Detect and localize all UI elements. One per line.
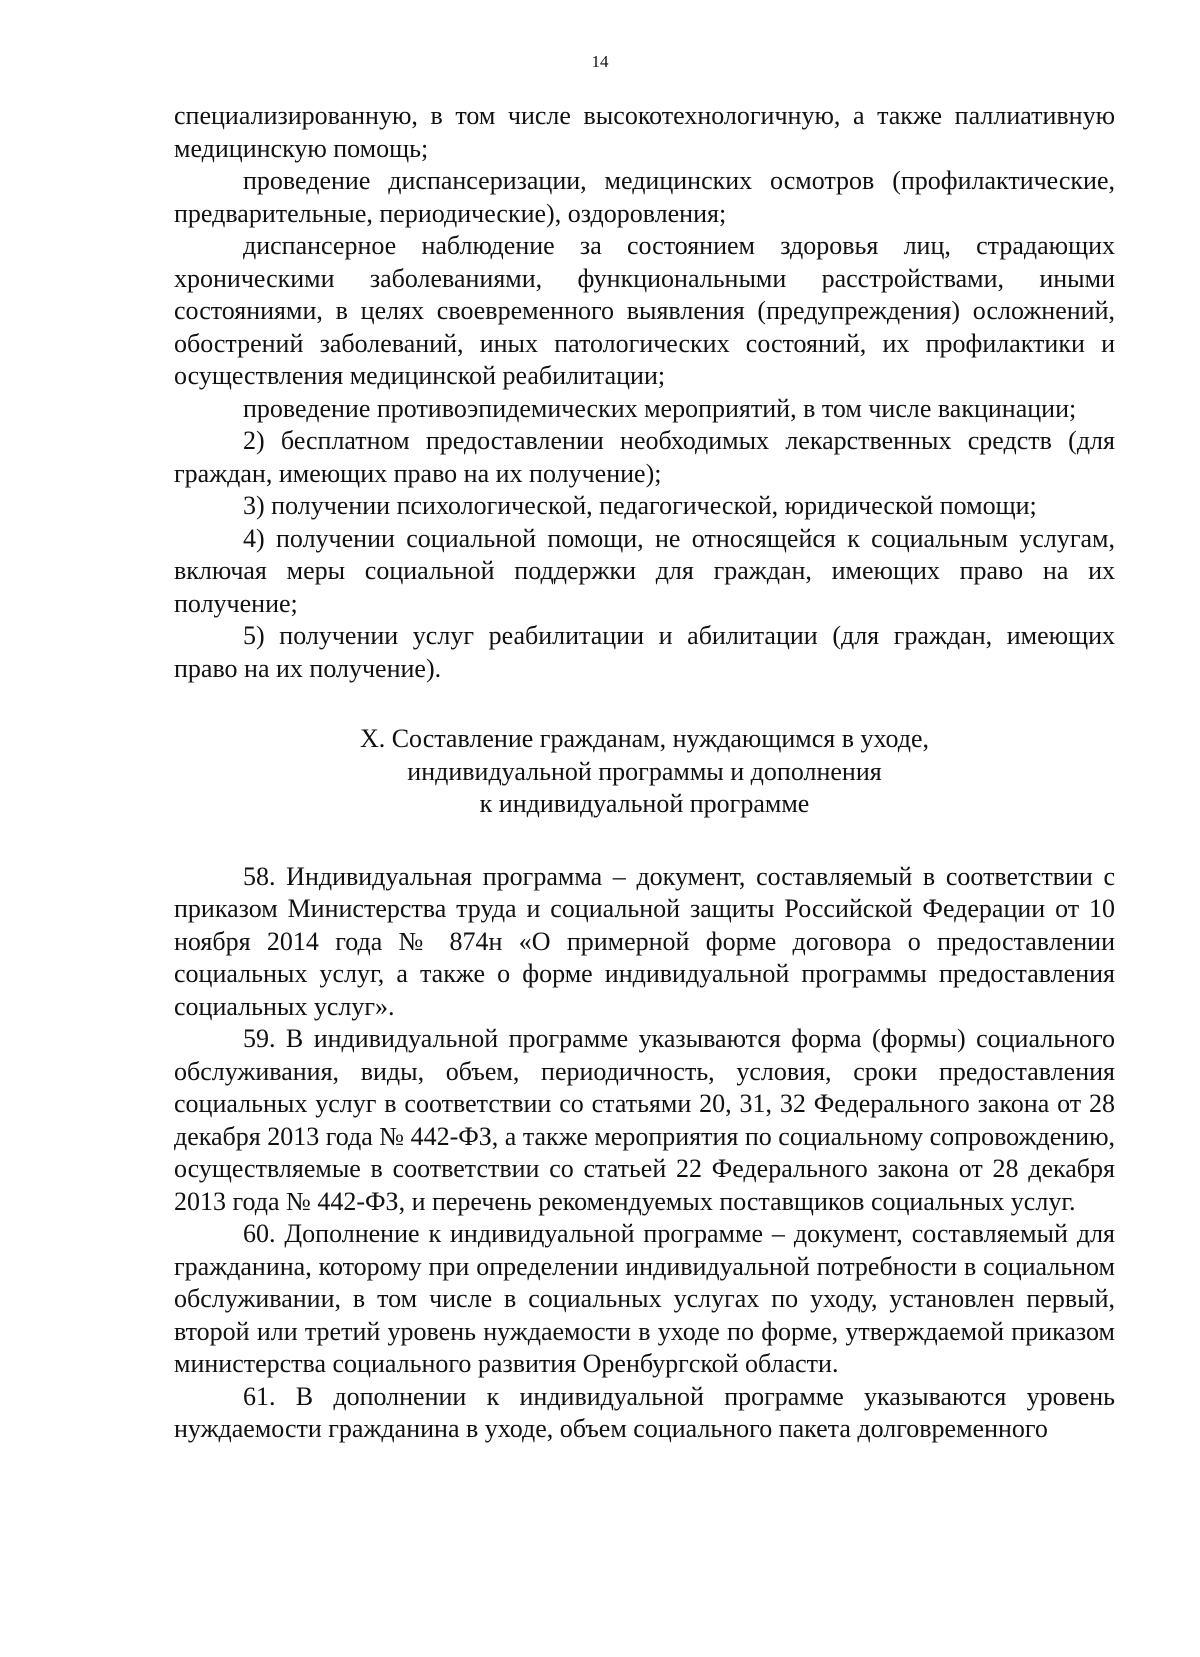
paragraph: 5) получении услуг реабилитации и абилитации (для граждан, имеющих право на их получение). (174, 621, 1115, 683)
document-body (174, 100, 1115, 1446)
paragraphs-bottom (174, 861, 1115, 1446)
paragraph: 61. В дополнении к индивидуальной программе указываются уровень нуждаемости гражданина в уходе, объем социального пакета долговременного (174, 1381, 1115, 1443)
paragraph: проведение диспансеризации, медицинских осмотров (профилактические, предварительные, периодические), оздоровления; (174, 166, 1115, 228)
section-title-line: индивидуальной программы и дополнения (407, 756, 882, 786)
paragraph: 60. Дополнение к индивидуальной программе – документ, составляемый для гражданина, которому при определении индивидуальной потребности в социальном обслуживании, в том числе в социальных услугах по уходу, установлен первый, второй или третий уровень нуждаемости в уходе по форме, утверждаемой приказом министерства социального развития Оренбургской области. (174, 1219, 1115, 1378)
page-number: 14 (591, 52, 609, 71)
paragraph: 59. В индивидуальной программе указываются форма (формы) социального обслуживания, виды, объем, периодичность, условия, сроки предоставления социальных услуг в соответствии со статьями 20, 31, 32 Федерального закона от 28 декабря 2013 года № 442-ФЗ, а также мероприятия по социальному сопровождению, осуществляемые в соответствии со статьей 22 Федерального закона от 28 декабря 2013 года № 442-ФЗ, и перечень рекомендуемых поставщиков социальных услуг. (174, 1024, 1116, 1216)
paragraph: диспансерное наблюдение за состоянием здоровья лиц, страдающих хроническими заболеваниями, функциональными расстройствами, иными состояниями, в целях своевременного выявления (предупреждения) осложнений, обострений заболеваний, иных патологических состояний, их профилактики и осуществления медицинской реабилитации; (174, 231, 1115, 390)
section-title (174, 723, 1115, 821)
section-title-line: к индивидуальной программе (479, 789, 810, 818)
section-title-line: X. Составление гражданам, нуждающимся в уходе, (359, 724, 930, 753)
paragraph: 4) получении социальной помощи, не относящейся к социальным услугам, включая меры социальной поддержки для граждан, имеющих право на их получение; (174, 523, 1115, 618)
paragraph: 58. Индивидуальная программа – документ, составляемый в соответствии с приказом Министерства труда и социальной защиты Российской Федерации от 10 ноября 2014 года № 874н «О примерной форме договора о предоставлении социальных услуг, а также о форме индивидуальной программы предоставления социальных услуг». (174, 861, 1115, 1021)
paragraph: проведение противоэпидемических мероприятий, в том числе вакцинации; (243, 393, 1077, 423)
paragraph: 3) получении психологической, педагогической, юридической помощи; (243, 491, 1037, 520)
paragraph: 2) бесплатном предоставлении необходимых лекарственных средств (для граждан, имеющих право на их получение); (174, 426, 1115, 488)
paragraph: специализированную, в том числе высокотехнологичную, а также паллиативную медицинскую помощь; (174, 101, 1115, 163)
paragraphs-top (174, 100, 1115, 685)
